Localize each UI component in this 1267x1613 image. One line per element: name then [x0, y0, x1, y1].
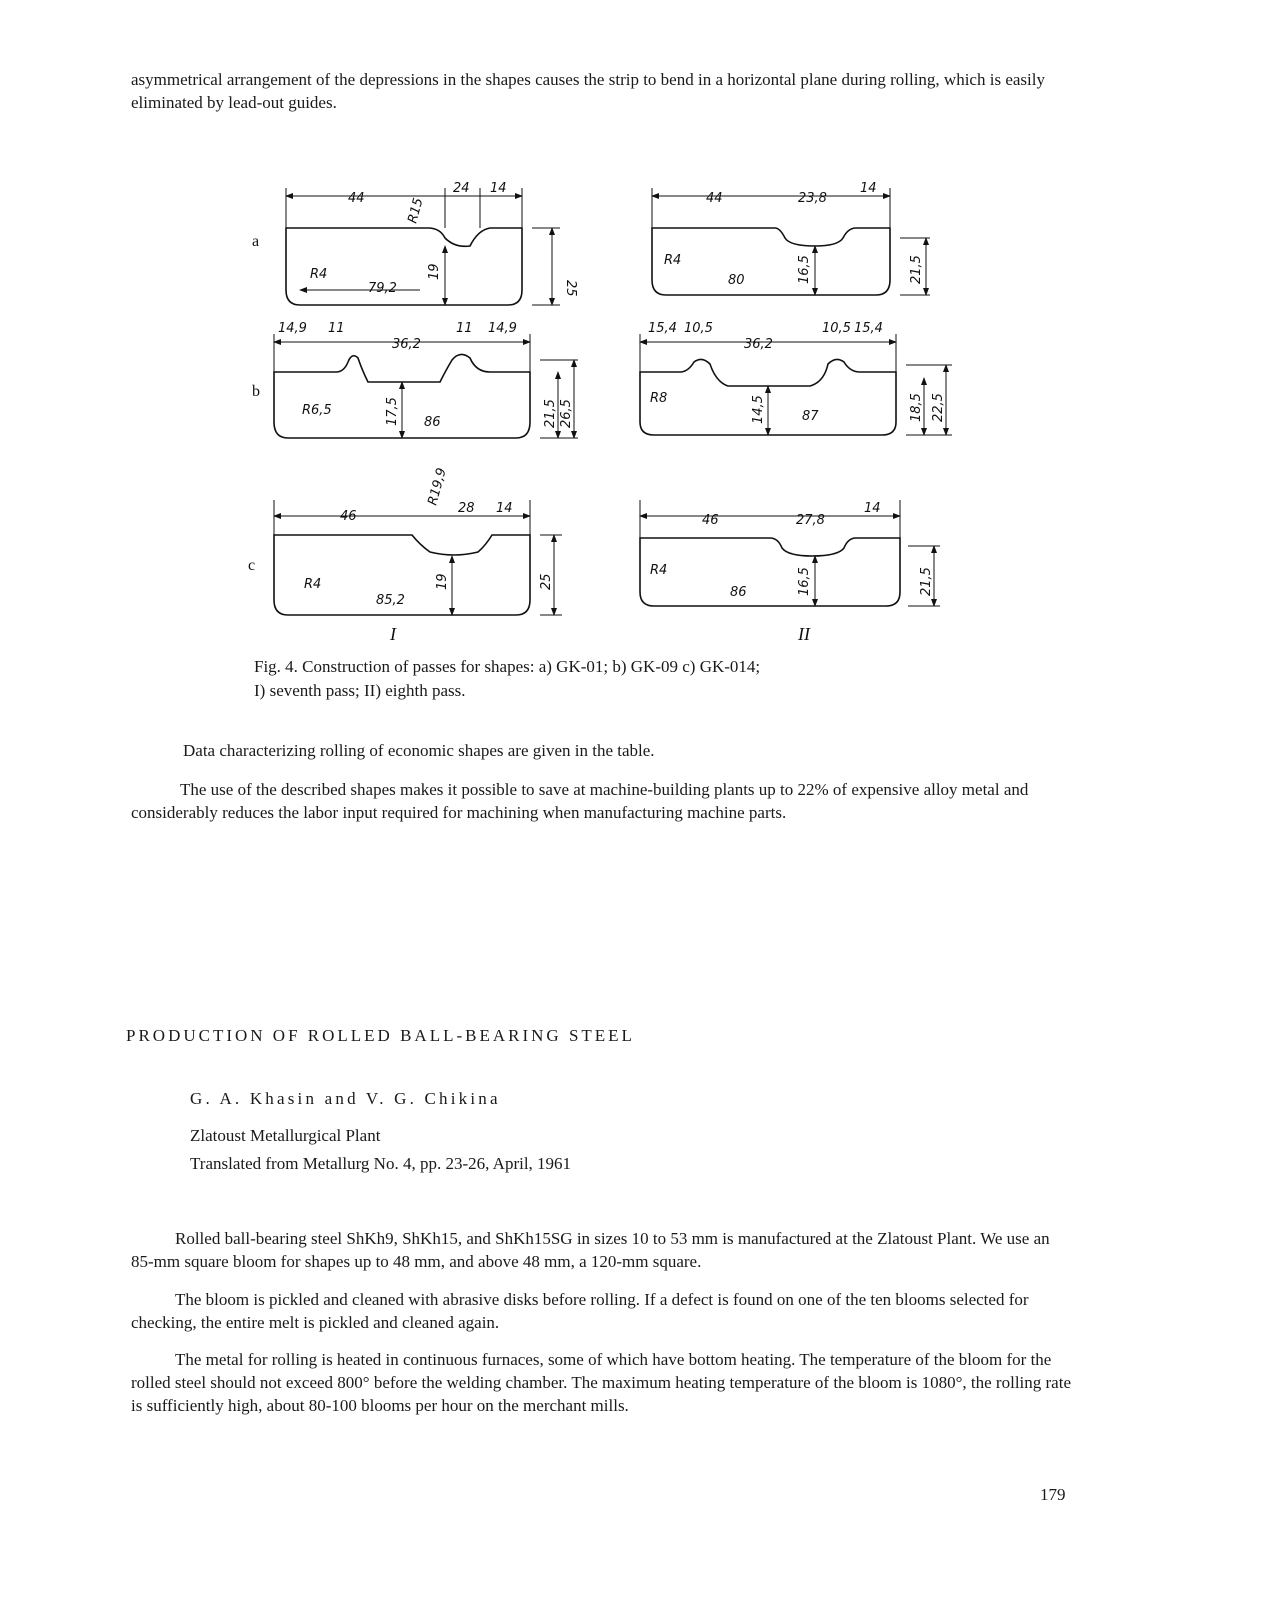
- dim-label: 17,5: [385, 397, 400, 426]
- dim-label: R4: [664, 253, 682, 268]
- figure-4: [240, 160, 1000, 660]
- dim-label: 85,2: [376, 593, 405, 608]
- dim-label: 36,2: [392, 337, 421, 352]
- dim-label: 14,9: [488, 321, 517, 336]
- row-label-a: a: [252, 233, 260, 250]
- dim-label: 18,5: [909, 393, 924, 422]
- paragraph-heating: The metal for rolling is heated in continuous furnaces, some of which have bottom heating. The temperature of the bloom for the rolled steel should not exceed 800° before the welding chamber. The maximum heating temperature of the bloom is 1080°, the rolling rate is sufficiently high, about 80-100 blooms per hour on the merchant mills.: [131, 1350, 1071, 1415]
- dim-label: 22,5: [931, 393, 946, 422]
- dim-label: 10,5: [684, 321, 713, 336]
- authors: G. A. Khasin and V. G. Chikina: [190, 1089, 501, 1108]
- paragraph-sizes: Rolled ball-bearing steel ShKh9, ShKh15, and ShKh15SG in sizes 10 to 53 mm is manufactured at the Zlatoust Plant. We use an 85-mm square bloom for shapes up to 48 mm, and above 48 mm, a 120-mm square.: [131, 1229, 1050, 1271]
- dim-label: 14: [490, 181, 507, 196]
- dim-label: 14: [496, 501, 513, 516]
- dim-label: R6,5: [302, 403, 332, 418]
- dim-label: 26,5: [559, 399, 574, 428]
- caption-line-2: I) seventh pass; II) eighth pass.: [254, 681, 466, 700]
- dim-label: 10,5: [822, 321, 851, 336]
- profile-c-II: [640, 538, 900, 606]
- dim-label: 14: [860, 181, 877, 196]
- dim-label: 14: [864, 501, 881, 516]
- dim-label: 36,2: [744, 337, 773, 352]
- dim-label: 25: [563, 280, 578, 297]
- profile-a-II: [652, 228, 890, 295]
- dim-label: 15,4: [854, 321, 883, 336]
- dim-label: 25: [539, 573, 554, 590]
- dim-label: 21,5: [543, 399, 558, 428]
- dim-label: 16,5: [797, 567, 812, 596]
- dim-label: 14,9: [278, 321, 307, 336]
- translated-from: Translated from Metallurg No. 4, pp. 23-26, April, 1961: [190, 1154, 572, 1173]
- dim-label: 79,2: [368, 281, 397, 296]
- dim-label: 11: [456, 321, 473, 336]
- paragraph-pickling: The bloom is pickled and cleaned with abrasive disks before rolling. If a defect is found on one of the ten blooms selected for checking, the entire melt is pickled and cleaned again.: [131, 1290, 1029, 1332]
- dim-label: 86: [730, 585, 747, 600]
- dim-label: 11: [328, 321, 345, 336]
- dim-label: 44: [706, 191, 723, 206]
- dim-label: 14,5: [751, 395, 766, 424]
- dim-label: 21,5: [909, 255, 924, 284]
- dim-label: 28: [458, 501, 475, 516]
- dim-label: 24: [453, 181, 470, 196]
- dim-label: R8: [650, 391, 668, 406]
- dim-label: R4: [310, 267, 328, 282]
- paragraph-savings: The use of the described shapes makes it possible to save at machine-building plants up to 22% of expensive alloy metal and considerably reduces the labor input required for machining when manufacturing machine parts.: [131, 780, 1029, 822]
- affiliation: Zlatoust Metallurgical Plant: [190, 1126, 381, 1145]
- dim-label: 27,8: [796, 513, 825, 528]
- dim-label: 44: [348, 191, 365, 206]
- caption-line-1: Fig. 4. Construction of passes for shapes: a) GK-01; b) GK-09 c) GK-014;: [254, 657, 761, 676]
- dim-label: 16,5: [797, 255, 812, 284]
- row-label-c: c: [248, 557, 256, 574]
- dim-label: 19: [427, 263, 442, 280]
- dim-label: 21,5: [919, 567, 934, 596]
- figure-4-drawing: [240, 160, 1000, 660]
- dim-label: R4: [304, 577, 322, 592]
- dim-label: 46: [702, 513, 719, 528]
- column-label-I: I: [390, 624, 396, 644]
- dim-label: R19,9: [425, 466, 450, 508]
- dim-label: 19: [435, 573, 450, 590]
- row-label-b: b: [252, 383, 260, 400]
- column-label-II: II: [798, 624, 810, 644]
- dim-label: 23,8: [798, 191, 827, 206]
- dim-label: 86: [424, 415, 441, 430]
- intro-paragraph: asymmetrical arrangement of the depressions in the shapes causes the strip to bend in a horizontal plane during rolling, which is easily eliminated by lead-out guides.: [131, 70, 1045, 112]
- dim-label: 15,4: [648, 321, 677, 336]
- paragraph-table: Data characterizing rolling of economic shapes are given in the table.: [183, 741, 655, 760]
- page-number: 179: [1040, 1485, 1066, 1504]
- article-title: PRODUCTION OF ROLLED BALL-BEARING STEEL: [126, 1026, 635, 1045]
- figure-caption: [254, 655, 1014, 703]
- dim-label: 46: [340, 509, 357, 524]
- dim-label: R4: [650, 563, 668, 578]
- dim-label: R15: [405, 196, 427, 226]
- dim-label: 80: [728, 273, 745, 288]
- dim-label: 87: [802, 409, 819, 424]
